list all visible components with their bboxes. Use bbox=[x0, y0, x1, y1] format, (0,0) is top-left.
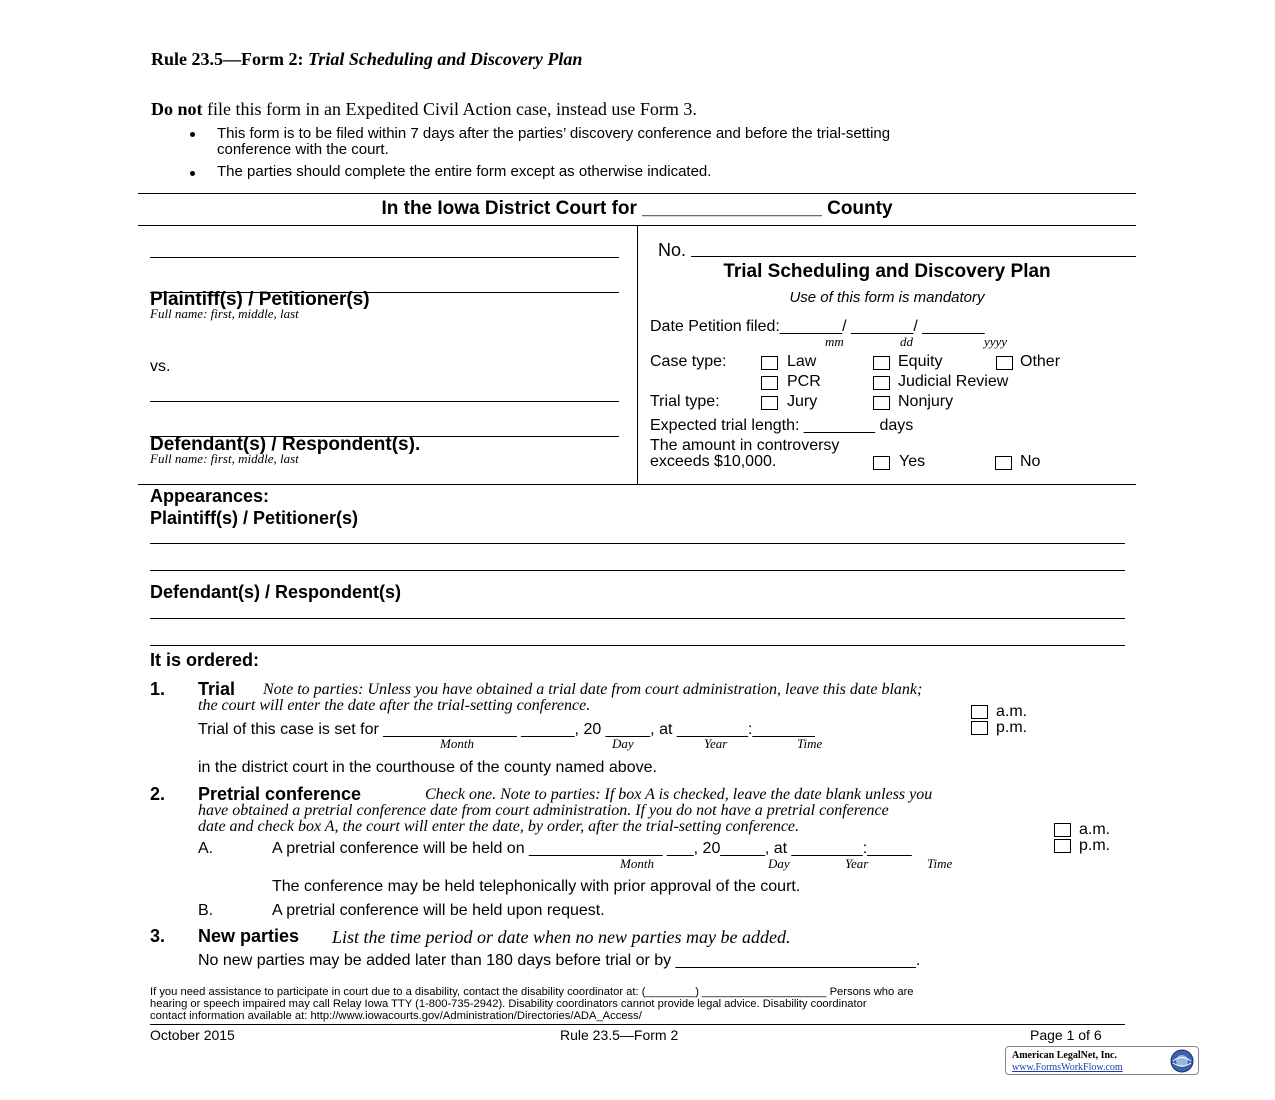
legalnet-logo[interactable] bbox=[1005, 1046, 1199, 1075]
item2-title: Pretrial conference bbox=[198, 784, 362, 804]
nonjury-checkbox[interactable] bbox=[873, 396, 890, 410]
am-label: a.m. bbox=[1079, 821, 1111, 838]
time-label: Time bbox=[797, 736, 823, 751]
do-not-rest: file this form in an Expedited Civil Action case, instead use Form 3. bbox=[207, 99, 697, 119]
vs-label: vs. bbox=[150, 358, 171, 375]
law-label: Law bbox=[787, 353, 817, 370]
time-label: Time bbox=[927, 856, 953, 871]
item2-number: 2. bbox=[150, 784, 166, 804]
defendant-hint: Full name: first, middle, last bbox=[150, 451, 299, 466]
pm-label: p.m. bbox=[996, 719, 1028, 736]
am-checkbox[interactable] bbox=[971, 705, 988, 719]
mm-label: mm bbox=[825, 334, 844, 349]
appearances-plaintiff: Plaintiff(s) / Petitioner(s) bbox=[150, 508, 359, 528]
year-label: Year bbox=[845, 856, 869, 871]
district-line: in the district court in the courthouse of the county named above. bbox=[198, 759, 657, 776]
dd-label: dd bbox=[900, 334, 913, 349]
appearance-line[interactable] bbox=[150, 570, 1125, 571]
appearance-line[interactable] bbox=[150, 645, 1125, 646]
yes-label: Yes bbox=[899, 453, 926, 470]
footer-date: October 2015 bbox=[150, 1027, 235, 1043]
defendant-name-line[interactable] bbox=[150, 401, 619, 402]
nonjury-label: Nonjury bbox=[898, 393, 954, 410]
equity-label: Equity bbox=[898, 353, 943, 370]
month-label: Month bbox=[620, 856, 654, 871]
jury-label: Jury bbox=[787, 393, 818, 410]
item2-note-line3: date and check box A, the court will enter the date, by order, after the trial-setting conference. bbox=[198, 818, 800, 835]
appearance-line[interactable] bbox=[150, 618, 1125, 619]
bullet2-text: The parties should complete the entire form except as otherwise indicated. bbox=[217, 163, 712, 180]
logo-url[interactable]: www.FormsWorkFlow.com bbox=[1012, 1062, 1123, 1073]
bullet1-line1: This form is to be filed within 7 days after the parties’ discovery conference and before the trial-setting bbox=[217, 125, 891, 142]
plaintiff-name-line[interactable] bbox=[150, 257, 619, 258]
divider bbox=[138, 193, 1136, 194]
item3-number: 3. bbox=[150, 926, 166, 946]
am-checkbox[interactable] bbox=[1054, 823, 1071, 837]
form-header bbox=[151, 49, 582, 70]
logo-name: American LegalNet, Inc. bbox=[1012, 1050, 1117, 1061]
no-checkbox[interactable] bbox=[995, 456, 1012, 470]
pm-checkbox[interactable] bbox=[1054, 839, 1071, 853]
judicial-review-checkbox[interactable] bbox=[873, 376, 890, 390]
ordered-title: It is ordered: bbox=[150, 650, 260, 670]
pcr-label: PCR bbox=[787, 373, 821, 390]
item3-title: New parties bbox=[198, 926, 300, 946]
disability-line3: contact information available at: http://www.iowacourts.gov/Administration/Directories/ADA_Access/ bbox=[150, 1010, 642, 1022]
year-label: Year bbox=[704, 736, 728, 751]
rule-label: Rule 23.5—Form 2: bbox=[151, 49, 304, 69]
bullet-icon bbox=[190, 171, 195, 176]
bullet1-line2: conference with the court. bbox=[217, 141, 389, 158]
caption-title: Trial Scheduling and Discovery Plan bbox=[723, 261, 1051, 282]
day-label: Day bbox=[612, 736, 634, 751]
amount-line1: The amount in controversy bbox=[650, 437, 840, 454]
judicial-review-label: Judicial Review bbox=[898, 373, 1009, 390]
footer-rule: Rule 23.5—Form 2 bbox=[560, 1027, 679, 1043]
disability-line1: If you need assistance to participate in court due to a disability, contact the disability coordinator at: (________) ____________________ Persons who are bbox=[150, 986, 914, 998]
defendant-label: Defendant(s) / Respondent(s). bbox=[150, 434, 421, 455]
plaintiff-hint: Full name: first, middle, last bbox=[150, 306, 299, 321]
item1-note-line2: the court will enter the date after the trial-setting conference. bbox=[198, 697, 591, 714]
footer-page: Page 1 of 6 bbox=[1030, 1027, 1102, 1043]
pcr-checkbox[interactable] bbox=[761, 376, 778, 390]
item1-number: 1. bbox=[150, 679, 166, 699]
item1-note-line1: Note to parties: Unless you have obtained a trial date from court administration, leave this date blank; bbox=[263, 681, 923, 698]
case-number-input[interactable] bbox=[691, 256, 1136, 257]
day-label: Day bbox=[768, 856, 790, 871]
footer-divider bbox=[150, 1024, 1125, 1025]
item2-note-line2: have obtained a pretrial conference date from court administration. If you do not have a pretrial conference bbox=[198, 802, 889, 819]
bullet-icon bbox=[190, 132, 195, 137]
trial-type-label: Trial type: bbox=[650, 393, 720, 410]
plaintiff-label: Plaintiff(s) / Petitioner(s) bbox=[150, 289, 370, 310]
appearances-defendant: Defendant(s) / Respondent(s) bbox=[150, 582, 402, 602]
yyyy-label: yyyy bbox=[984, 334, 1008, 349]
yes-checkbox[interactable] bbox=[873, 456, 890, 470]
court-heading: In the Iowa District Court for _________________ County bbox=[381, 198, 893, 219]
option-a-label: A. bbox=[198, 840, 214, 857]
item3-note: List the time period or date when no new parties may be added. bbox=[332, 927, 791, 947]
telephonic-note: The conference may be held telephonically with prior approval of the court. bbox=[272, 878, 801, 895]
disability-line2: hearing or speech impaired may call Relay Iowa TTY (1-800-735-2942). Disability coordinators cannot provide legal advice. Disability coordinator bbox=[150, 998, 867, 1010]
globe-icon bbox=[1169, 1048, 1195, 1074]
jury-checkbox[interactable] bbox=[761, 396, 778, 410]
pm-checkbox[interactable] bbox=[971, 721, 988, 735]
am-label: a.m. bbox=[996, 703, 1028, 720]
month-label: Month bbox=[440, 736, 474, 751]
option-b-label: B. bbox=[198, 902, 214, 919]
new-parties-field[interactable]: No new parties may be added later than 180 days before trial or by ___________________________. bbox=[198, 952, 921, 969]
item1-title: Trial bbox=[198, 679, 236, 699]
law-checkbox[interactable] bbox=[761, 356, 778, 370]
expected-length-field[interactable]: Expected trial length: ________ days bbox=[650, 417, 914, 434]
case-number-label: No. bbox=[658, 240, 687, 260]
form-title: Trial Scheduling and Discovery Plan bbox=[307, 49, 583, 69]
pretrial-date-field[interactable]: A pretrial conference will be held on _______________ ___, 20_____, at ________:_____ bbox=[272, 840, 912, 857]
amount-line2: exceeds $10,000. bbox=[650, 453, 777, 470]
no-label: No bbox=[1020, 453, 1041, 470]
case-type-label: Case type: bbox=[650, 353, 727, 370]
date-filed-field[interactable]: Date Petition filed:_______/ _______/ _______ bbox=[650, 318, 985, 335]
do-not-text: Do not bbox=[151, 99, 203, 119]
pm-label: p.m. bbox=[1079, 837, 1111, 854]
mandatory-note: Use of this form is mandatory bbox=[789, 289, 985, 306]
intro-line bbox=[151, 99, 697, 120]
divider bbox=[138, 484, 1136, 485]
other-checkbox[interactable] bbox=[996, 356, 1013, 370]
equity-checkbox[interactable] bbox=[873, 356, 890, 370]
option-b-text: A pretrial conference will be held upon request. bbox=[272, 902, 605, 919]
trial-date-field[interactable]: Trial of this case is set for _______________ ______, 20 _____, at ________:_______ bbox=[198, 721, 815, 738]
other-label: Other bbox=[1020, 353, 1061, 370]
appearance-line[interactable] bbox=[150, 543, 1125, 544]
item2-note-line1: Check one. Note to parties: If box A is checked, leave the date blank unless you bbox=[425, 786, 933, 803]
appearances-title: Appearances: bbox=[150, 486, 270, 506]
